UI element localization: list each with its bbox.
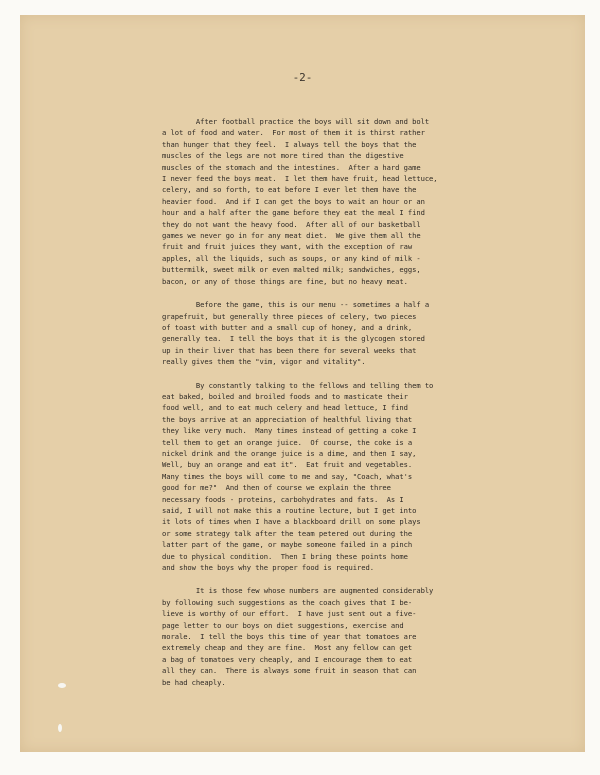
paragraph-healthful-living: By constantly talking to the fellows and telling them to eat baked, boiled and broiled foods and to masticate their food well, and to eat much celery and head lettuce, I find the boys arrive at an appreciation of healthful living that they like very much. Many times instead of getting a coke I tell them to get an orange juice. Of course, the coke is a nickel drink and the orange juice is a dime, and then I say, Well, buy an orange and eat it". Eat fruit and vegetables. Many times the boys will come to me and say, "Coach, what's good for me?" And then of course we explain the three necessary foods - proteins, carbohydrates and fats. As I said, I will not make this a routine lecture, but I get into it lots of times when I have a blackboard drill on some plays or some strategy talk after the team petered out during the latter part of the game, or maybe someone failed in a pinch due to physical condition. Then I bring these points home and show the boys why the proper food is required. — [162, 380, 434, 573]
paper-blemish — [58, 683, 66, 688]
page-number: -2- — [292, 71, 313, 84]
typed-page — [20, 15, 585, 752]
paragraph-pre-game-menu: Before the game, this is our menu -- sometimes a half a grapefruit, but generally three pieces of celery, two pieces of toast with butter and a small cup of honey, and a drink, generally tea. I tell the boys that it is the glycogen stored up in their liver that has been there for several weeks that really gives them the "vim, vigor and vitality". — [162, 300, 430, 367]
paragraph-diet-suggestions: It is those few whose numbers are augmented considerably by following such suggestions as the coach gives that I be- lieve is worthy of our effort. I have just sent out a five- page letter to our boys on diet suggestions, exercise and morale. I tell the boys this time of year that tomatoes are extremely cheap and they are fine. Most any fellow can get a bag of tomatoes very cheaply, and I encourage them to eat all they can. There is always some fruit in season that can be had cheaply. — [162, 586, 434, 687]
paper-blemish — [58, 724, 62, 732]
paragraph-football-practice: After football practice the boys will sit down and bolt a lot of food and water. For most of them it is thirst rather than hunger that they feel. I always tell the boys that the muscles of the legs are not more tired than the digestive muscles of the stomach and the intestines. After a hard game I never feed the boys meat. I let them have fruit, head lettuce, celery, and so forth, to eat before I ever let them have the heavier food. And if I can get the boys to wait an hour or an hour and a half after the game before they eat the meal I find they do not want the heavy food. After all of our basketball games we never go in for any meat diet. We give them all the fruit and fruit juices they want, with the exception of raw apples, all the liquids, such as soups, or any kind of milk - buttermilk, sweet milk or even malted milk; sandwiches, eggs, bacon, or any of those things are fine, but no heavy meat. — [162, 117, 438, 286]
body-text — [162, 116, 582, 700]
